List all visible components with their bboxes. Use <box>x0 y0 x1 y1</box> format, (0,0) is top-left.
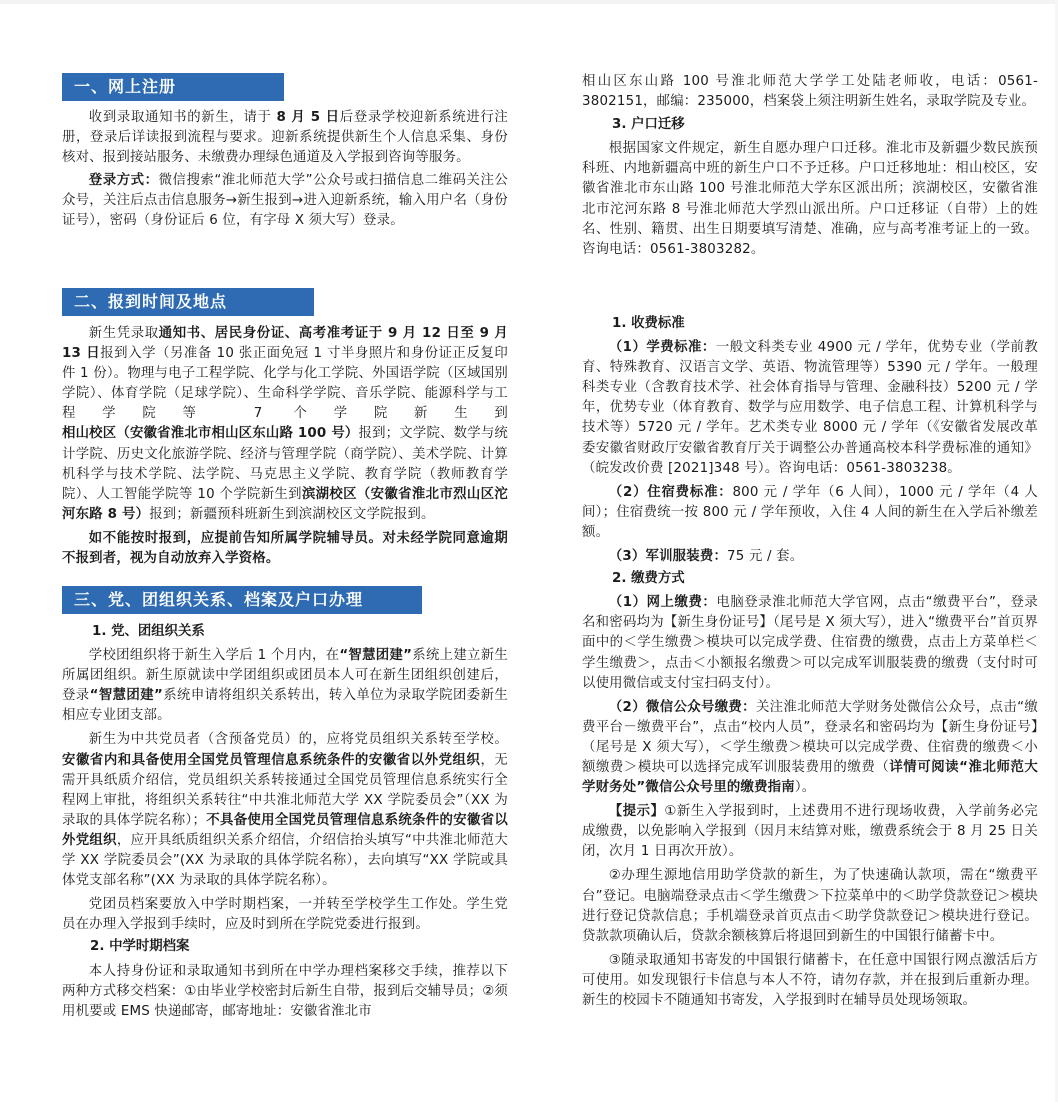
section-2-heading: 二、报到时间及地点 <box>62 288 314 316</box>
section-3-continued <box>582 72 1038 260</box>
fees-section <box>582 314 1038 1011</box>
paragraph: （1）网上缴费：电脑登录淮北师范大学官网，点击“缴费平台”，登录名和密码均为【新生身份证号】（尾号是 X 须大写），进入“缴费平台”首页界面中的＜学生缴费＞模块可以完成学费、住宿费的缴费，点击上方菜单栏＜学生缴费＞，点击＜小额报名缴费＞可以完成军训服装费的缴费（支付时可以使用微信或支付宝扫码支付）。 <box>582 595 1038 691</box>
paragraph: 收到录取通知书的新生，请于 8 月 5 日后登录学校迎新系统进行注册，登录后详读报到流程与要求。迎新系统提供新生个人信息采集、身份核对、报到接站服务、未缴费办理绿色通道及入学报到咨询等服务。 <box>62 110 508 166</box>
section-3-heading: 三、党、团组织关系、档案及户口办理 <box>62 586 422 614</box>
paragraph: 新生为中共党员者（含预备党员）的，应将党员组织关系转至学校。安徽省内和具备使用全国党员管理信息系统条件的安徽省以外党组织，无需开具纸质介绍信，党员组织关系转接通过全国党员管理信息系统实行全程网上审批，将组织关系转往“中共淮北师范大学 XX 学院委员会”（XX 为录取的具体学院名称）；不具备使用全国党员管理信息系统条件的安徽省以外党组织，应开具纸质组织关系介绍信，介绍信抬头填写“中共淮北师范大学 XX 学院委员会”(XX 为录取的具体学院名称），去向填写“XX 学院或具体党支部名称”(XX 为录取的具体学院名称）。 <box>62 732 509 889</box>
paragraph: 如不能按时报到，应提前告知所属学院辅导员。对未经学院同意逾期不报到者，视为自动放弃入学资格。 <box>62 530 508 567</box>
paragraph: （2）微信公众号缴费：关注淮北师范大学财务处微信公众号，点击“缴费平台－缴费平台”，点击“校内人员”，登录名和密码均为【新生身份证号】（尾号是 X 须大写），＜学生缴费＞模块可以完成学费、住宿费的缴费＜小额缴费＞模块可以选择完成军训服装费用的缴费（详情可阅读“淮北师范大学财务处”微信公众号里的缴费指南）。 <box>582 699 1038 796</box>
paragraph: 相山区东山路 100 号淮北师范大学学工处陆老师收，电话：0561-3802151，邮编：235000，档案袋上须注明新生姓名，录取学院及专业。 <box>582 74 1038 110</box>
paragraph: 【提示】①新生入学报到时，上述费用不进行现场收费，入学前务必完成缴费，以免影响入学报到（因月末结算对账，缴费系统会于 8 月 25 日关闭，次月 1 日再次开放）。 <box>582 804 1038 860</box>
paragraph: 本人持身份证和录取通知书到所在中学办理档案移交手续，推荐以下两种方式移交档案：①由毕业学校密封后新生自带，报到后交辅导员；②须用机要或 EMS 快递邮寄，邮寄地址：安徽省淮北市 <box>62 963 508 1019</box>
paragraph: ③随录取通知书寄发的中国银行储蓄卡，在任意中国银行网点激活后方可使用。如发现银行卡信息与本人不符，请勿存款，并在报到后重新办理。新生的校园卡不随通知书寄发，入学报到时在辅导员处现场领取。 <box>582 952 1038 1008</box>
subheading: 1. 收费标准 <box>612 316 685 331</box>
top-border <box>0 0 1058 4</box>
subheading: 2. 中学时期档案 <box>90 939 190 955</box>
paragraph: （1）学费标准：一般文科类专业 4900 元 / 学年，优势专业（学前教育、特殊教育、汉语言文学、英语、物流管理等）5390 元 / 学年。一般理科类专业（含教育技术学、社会体育指导与管理、金融科技）5200 元 / 学年，优势专业（体育教育、数学与应用数学、电子信息工程、计算机科学与技术等）5720 元 / 学年。艺术类专业 8000 元 / 学年（《安徽省发展改革委安徽省财政厅安徽省教育厅关于调整公办普通高校本科学费标准的通知》（皖发改价费 [2021]348 号）。咨询电话：0561-3803238。 <box>582 340 1038 476</box>
section-1-body <box>62 108 508 232</box>
paragraph: （3）军训服装费：75 元 / 套。 <box>608 549 804 565</box>
subheading: 1. 党、团组织关系 <box>92 624 205 639</box>
paragraph: 新生凭录取通知书、居民身份证、高考准考证于 9 月 12 日至 9 月 13 日报到入学（另准备 10 张正面免冠 1 寸半身照片和身份证正反复印件 1 份）。物理与电子工程学院、化学与化工学院、外国语学院（区域国别学院）、体育学院（足球学院）、生命科学学院、音乐学院、能源科学与工程学院等 7 个学院新生到相山校区（安徽省淮北市相山区东山路 100 号）报到；文学院、数学与统计学院、历史文化旅游学院、经济与管理学院（商学院）、美术学院、计算机科学与技术学院、法学院、马克思主义学院、教育学院（教师教育学院）、人工智能学院等 10 个学院新生到滨湖校区（安徽省淮北市烈山区沱河东路 8 号）报到；新疆预科班新生到滨湖校区文学院报到。 <box>62 326 508 522</box>
subheading: 3. 户口迁移 <box>612 117 685 133</box>
paragraph: 党团员档案要放入中学时期档案，一并转至学校学生工作处。学生党员在办理入学报到手续时，应及时到所在学院党委进行报到。 <box>62 897 508 933</box>
paragraph: ②办理生源地信用助学贷款的新生，为了快速确认款项，需在“缴费平台”登记。电脑端登录点击＜学生缴费＞下拉菜单中的＜助学贷款登记＞模块进行登记贷款信息；手机端登录首页点击＜助学贷款登记＞模块进行登记。贷款款项确认后，贷款余额核算后将退回到新生的中国银行储蓄卡中。 <box>582 868 1038 944</box>
section-3-body <box>62 622 508 1022</box>
subheading: 2. 缴费方式 <box>612 571 685 587</box>
section-1-heading: 一、网上注册 <box>62 73 284 101</box>
paragraph: 学校团组织将于新生入学后 1 个月内，在“智慧团建”系统上建立新生所属团组织。新生原就读中学团组织或团员本人可在新生团组织创建后，登录“智慧团建”系统申请将组织关系转出，转入单位为录取学院团委新生相应专业团支部。 <box>62 648 509 724</box>
paragraph: 登录方式：微信搜索“淮北师范大学”公众号或扫描信息二维码关注公众号，关注后点击信息服务→新生报到→进入迎新系统，输入用户名（身份证号），密码（身份证后 6 位，有字母 X 须大写）登录。 <box>62 173 509 229</box>
section-2-body <box>62 324 508 569</box>
paragraph: （2）住宿费标准：800 元 / 学年（6 人间），1000 元 / 学年（4 人间）；住宿费统一按 800 元 / 学年预收，入住 4 人间的新生在入学后补缴差额。 <box>582 484 1038 540</box>
paragraph: 根据国家文件规定，新生自愿办理户口迁移。淮北市及新疆少数民族预科班、内地新疆高中班的新生户口不予迁移。户口迁移地址：相山校区，安徽省淮北市东山路 100 号淮北师范大学东区派出所；滨湖校区，安徽省淮北市沱河东路 8 号淮北师范大学烈山派出所。户口迁移证（自带）上的姓名、性别、籍贯、出生日期要填写清楚、准确，应与高考准考证上的一致。咨询电话：0561-3803282。 <box>582 141 1038 257</box>
